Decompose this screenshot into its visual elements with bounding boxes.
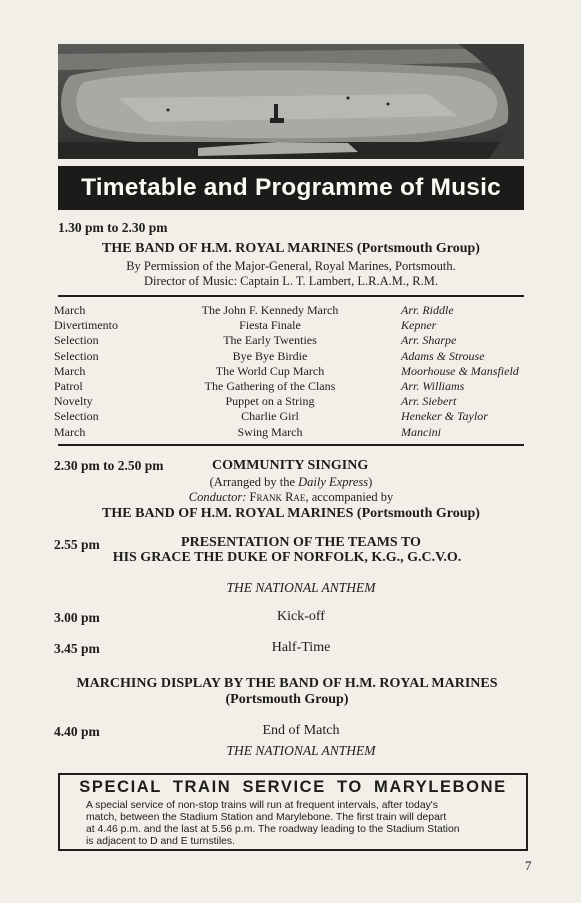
page-number: 7 <box>525 858 532 873</box>
programme-row <box>54 333 524 348</box>
conductor-name: Frank Rae <box>249 490 306 504</box>
section1-director: Director of Music: Captain L. T. Lambert, L.R.A.M., R.M. <box>144 274 438 288</box>
divider-top <box>58 295 524 297</box>
piece-type: March <box>54 363 86 378</box>
section1-band: THE BAND OF H.M. ROYAL MARINES (Portsmouth Group) <box>102 241 480 256</box>
community-time: 2.30 pm to 2.50 pm <box>54 458 164 473</box>
piece-composer: Arr. Williams <box>401 378 465 393</box>
kickoff-label: Kick-off <box>277 609 325 624</box>
programme-row <box>54 425 524 440</box>
piece-type: Divertimento <box>54 318 118 333</box>
presentation-line2: HIS GRACE THE DUKE OF NORFOLK, K.G., G.C.V.O. <box>112 550 462 565</box>
stadium-photo <box>58 44 524 159</box>
end-time: 4.40 pm <box>54 724 100 739</box>
piece-title: Swing March <box>237 424 303 439</box>
community-arranged <box>58 475 524 490</box>
programme-row <box>54 409 524 424</box>
piece-title: Charlie Girl <box>241 409 299 424</box>
train-notice <box>58 773 528 851</box>
piece-title: The Early Twenties <box>223 333 317 348</box>
piece-title: The Gathering of the Clans <box>204 378 336 393</box>
presentation-time: 2.55 pm <box>54 537 100 552</box>
piece-composer: Mancini <box>401 424 441 439</box>
end-label: End of Match <box>262 723 340 738</box>
piece-type: Selection <box>54 348 99 363</box>
conductor-label: Conductor: <box>188 490 247 504</box>
piece-type: Patrol <box>54 378 83 393</box>
piece-composer: Kepner <box>401 318 437 333</box>
arranged-paper: Daily Express <box>298 475 369 489</box>
arranged-prefix: (Arranged by the <box>209 475 299 489</box>
piece-title: The John F. Kennedy March <box>201 303 339 317</box>
marching-line1: MARCHING DISPLAY BY THE BAND OF H.M. ROYAL MARINES <box>76 676 498 691</box>
piece-type: March <box>54 303 86 317</box>
programme-row <box>54 364 524 379</box>
halftime-time: 3.45 pm <box>54 641 100 656</box>
piece-composer: Arr. Riddle <box>401 303 454 317</box>
piece-title: The World Cup March <box>215 363 325 378</box>
presentation-anthem: THE NATIONAL ANTHEM <box>226 580 376 595</box>
stadium-image <box>58 44 524 159</box>
programme-row <box>54 318 524 333</box>
train-line: is adjacent to D and E turnstiles. <box>86 835 236 847</box>
programme-row <box>54 379 524 394</box>
community-conductor <box>58 490 524 505</box>
train-line: A special service of non-stop trains will run at frequent intervals, after today's <box>86 800 438 811</box>
page-title: Timetable and Programme of Music <box>81 174 501 201</box>
title-banner <box>58 166 524 210</box>
piece-composer: Moorhouse & Mansfield <box>401 363 519 378</box>
train-heading: SPECIAL TRAIN SERVICE TO MARYLEBONE <box>79 778 507 796</box>
piece-composer: Heneker & Taylor <box>401 409 488 424</box>
community-title: COMMUNITY SINGING <box>212 458 369 473</box>
section1-time: 1.30 pm to 2.30 pm <box>58 220 168 235</box>
conductor-suffix: , accompanied by <box>305 490 394 504</box>
piece-type: Novelty <box>54 394 93 409</box>
community-band: THE BAND OF H.M. ROYAL MARINES (Portsmouth Group) <box>102 506 480 521</box>
piece-type: Selection <box>54 409 99 424</box>
piece-title: Puppet on a String <box>225 394 315 409</box>
divider-bottom <box>58 444 524 446</box>
piece-composer: Arr. Sharpe <box>401 333 457 348</box>
programme-row <box>54 303 524 318</box>
train-body <box>86 800 506 848</box>
piece-composer: Arr. Siebert <box>401 394 457 409</box>
piece-type: March <box>54 424 86 439</box>
section1-permission: By Permission of the Major-General, Royal Marines, Portsmouth. <box>126 259 456 273</box>
piece-type: Selection <box>54 333 99 348</box>
programme-row <box>54 349 524 364</box>
kickoff-time: 3.00 pm <box>54 610 100 625</box>
marching-line2: (Portsmouth Group) <box>225 692 349 707</box>
music-programme <box>54 303 524 440</box>
presentation-line1: PRESENTATION OF THE TEAMS TO <box>181 535 421 550</box>
arranged-suffix: ) <box>368 475 373 489</box>
piece-composer: Adams & Strouse <box>401 348 485 363</box>
piece-title: Fiesta Finale <box>239 318 301 333</box>
end-anthem: THE NATIONAL ANTHEM <box>226 743 376 758</box>
train-line: at 4.46 p.m. and the last at 5.56 p.m. The roadway leading to the Stadium Station <box>86 823 460 835</box>
piece-title: Bye Bye Birdie <box>232 348 308 363</box>
halftime-label: Half-Time <box>271 640 331 655</box>
programme-row <box>54 394 524 409</box>
train-line: match, between the Stadium Station and Marylebone. The first train will depart <box>86 811 447 823</box>
